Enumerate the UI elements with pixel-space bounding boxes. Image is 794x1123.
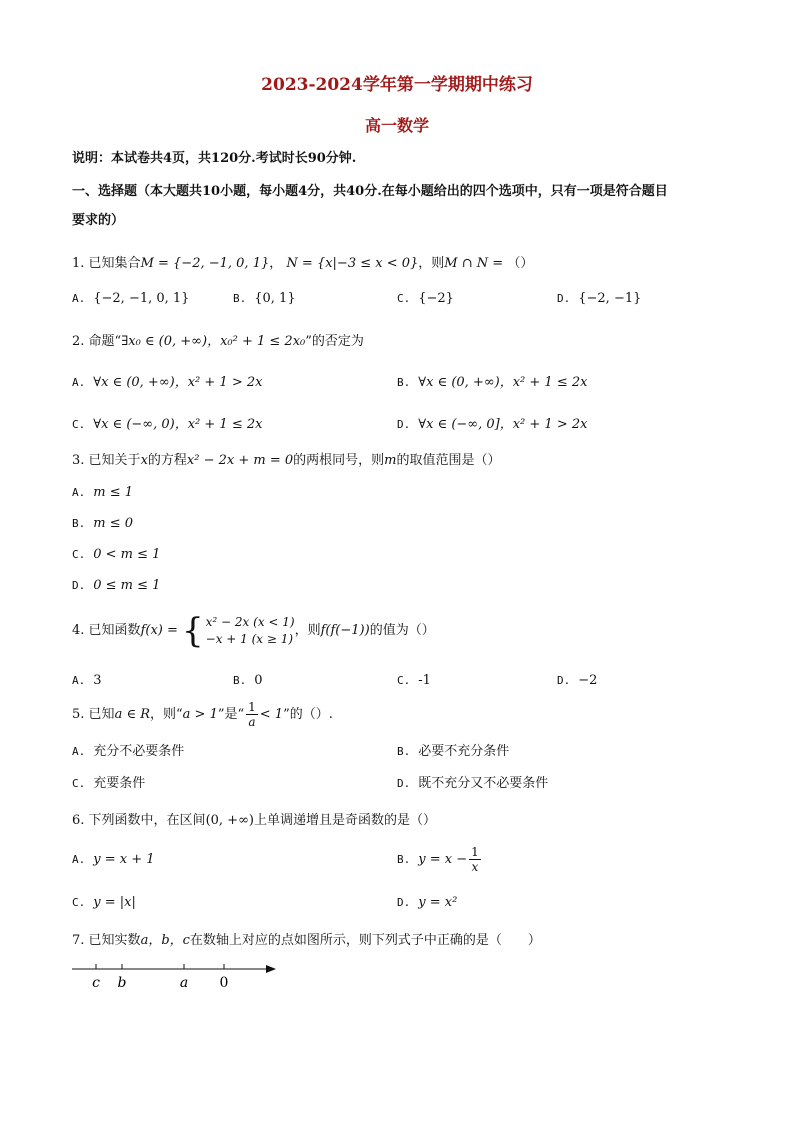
option-c: [72, 416, 262, 434]
label-a: a: [179, 975, 189, 991]
question-text: ，则: [294, 623, 321, 638]
question-5-stem: [72, 700, 333, 730]
question-text: （）: [507, 256, 534, 271]
option-b: [72, 515, 133, 533]
option-label: B.: [72, 517, 86, 530]
option-d: [557, 290, 641, 308]
question-text: 已知集合: [88, 256, 141, 271]
question-text: 的取值范围是（）: [396, 453, 501, 468]
option-a: [72, 672, 102, 690]
option-label: A.: [72, 853, 86, 866]
question-3-stem: [72, 452, 501, 470]
option-text: y = x + 1: [93, 852, 155, 867]
question-text: 的值为（）: [369, 623, 435, 638]
option-b: [397, 374, 587, 392]
option-a: [72, 374, 262, 392]
question-text: 在数轴上对应的点如图所示，则下列式子中正确的是（ ）: [189, 933, 541, 948]
question-text: 下列函数中，在区间: [88, 813, 206, 828]
option-c: [72, 546, 160, 564]
option-c: [72, 894, 136, 912]
question-text: ，则: [418, 256, 445, 271]
number-line-arrow: [266, 965, 276, 973]
option-text: 3: [93, 673, 102, 688]
option-text: 0 < m ≤ 1: [93, 547, 161, 562]
option-d: [397, 894, 457, 912]
instructions: 说明：本试卷共4页，共120分.考试时长90分钟.: [72, 151, 357, 166]
question-number: 6.: [72, 813, 85, 828]
option-text: 必要不充分条件: [418, 744, 510, 759]
question-number: 1.: [72, 256, 85, 271]
question-text: ”的否定为: [305, 334, 364, 349]
option-a: [72, 743, 184, 761]
math-vars: a，b，c: [140, 933, 190, 948]
math-p: a > 1: [182, 707, 218, 722]
label-zero: 0: [219, 975, 229, 991]
question-4-stem: [72, 611, 435, 651]
fraction: [246, 700, 258, 729]
math-var: x: [140, 453, 148, 468]
option-text: y = x −: [418, 852, 468, 867]
option-text: {−2}: [418, 291, 454, 306]
option-label: C.: [72, 896, 86, 909]
fraction-denominator: a: [248, 715, 256, 729]
option-text: −2: [578, 673, 598, 688]
math-var: m: [384, 453, 397, 468]
question-1-stem: [72, 255, 533, 273]
option-text: ∀x ∈ (−∞, 0]，x² + 1 > 2x: [418, 417, 588, 432]
math-set-n: N = {x|−3 ≤ x < 0}: [286, 256, 419, 271]
question-text: ，: [269, 256, 283, 271]
option-label: D.: [557, 674, 571, 687]
option-text: y = |x|: [93, 895, 136, 910]
piecewise-function: [182, 610, 295, 651]
option-d: [397, 416, 587, 434]
math-interval: (0, +∞): [205, 813, 254, 828]
piece-case-2: −x + 1 (x ≥ 1): [205, 631, 294, 646]
label-b: b: [117, 975, 127, 991]
question-text: ，则“: [150, 707, 183, 722]
option-text: ∀x ∈ (0, +∞)，x² + 1 ≤ 2x: [418, 375, 588, 390]
question-7-stem: [72, 932, 541, 950]
question-6-stem: [72, 812, 436, 830]
option-text: {−2, −1}: [578, 291, 642, 306]
option-label: C.: [72, 548, 86, 561]
option-text: m ≤ 1: [93, 485, 134, 500]
option-text: {0, 1}: [254, 291, 296, 306]
option-c: [72, 775, 145, 793]
left-brace: {: [182, 610, 204, 651]
question-number: 3.: [72, 453, 85, 468]
question-text: ”的（）.: [283, 707, 333, 722]
question-number: 5.: [72, 707, 85, 722]
question-text: 上单调递增且是奇函数的是（）: [253, 813, 436, 828]
option-text: y = x²: [418, 895, 458, 910]
option-label: D.: [557, 292, 571, 305]
option-label: A.: [72, 376, 86, 389]
label-c: c: [92, 975, 100, 991]
math-q-tail: < 1: [259, 707, 284, 722]
option-d: [557, 672, 597, 690]
option-d: [397, 775, 548, 793]
math-composition: f(f(−1)): [320, 623, 370, 638]
math-intersection: M ∩ N =: [444, 256, 504, 271]
fraction-numerator: 1: [471, 845, 479, 859]
option-b: [233, 672, 263, 690]
option-text: 0 ≤ m ≤ 1: [93, 578, 161, 593]
question-2-stem: [72, 333, 364, 351]
fraction-numerator: 1: [248, 700, 256, 714]
option-c: [397, 290, 454, 308]
option-text: 充要条件: [93, 776, 146, 791]
question-text: ”是“: [217, 707, 245, 722]
option-c: [397, 672, 431, 690]
question-text: 的方程: [147, 453, 187, 468]
question-text: 的两根同号，则: [293, 453, 385, 468]
option-a: [72, 484, 133, 502]
option-text: -1: [418, 673, 431, 688]
question-number: 4.: [72, 623, 85, 638]
section-heading-line2: 要求的）: [72, 213, 125, 228]
question-number: 7.: [72, 933, 85, 948]
question-text: 已知关于: [88, 453, 141, 468]
question-number: 2.: [72, 334, 85, 349]
math-set-m: M = {−2, −1, 0, 1}: [140, 256, 270, 271]
option-label: A.: [72, 486, 86, 499]
option-label: B.: [233, 674, 247, 687]
fraction-denominator: x: [471, 860, 479, 874]
option-label: C.: [397, 674, 411, 687]
option-b: [397, 845, 483, 875]
option-label: C.: [72, 777, 86, 790]
section-heading-line1: 一、选择题（本大题共10小题，每小题4分，共40分.在每小题给出的四个选项中，只有一项是符合题目: [72, 184, 668, 199]
option-b: [233, 290, 296, 308]
option-label: A.: [72, 292, 86, 305]
option-text: {−2, −1, 0, 1}: [93, 291, 190, 306]
math-equation: x² − 2x + m = 0: [186, 453, 294, 468]
option-label: D.: [397, 896, 411, 909]
exam-title: 2023-2024学年第一学期期中练习: [261, 75, 533, 95]
option-text: ∀x ∈ (−∞, 0)，x² + 1 ≤ 2x: [93, 417, 263, 432]
option-text: ∀x ∈ (0, +∞)，x² + 1 > 2x: [93, 375, 263, 390]
option-text: m ≤ 0: [93, 516, 134, 531]
option-d: [72, 577, 160, 595]
option-label: D.: [397, 418, 411, 431]
option-label: B.: [233, 292, 247, 305]
option-label: C.: [72, 418, 86, 431]
piece-case-1: x² − 2x (x < 1): [205, 614, 295, 629]
option-label: B.: [397, 745, 411, 758]
option-label: B.: [397, 376, 411, 389]
option-text: 充分不必要条件: [93, 744, 185, 759]
exam-subtitle: 高一数学: [364, 116, 429, 135]
option-label: D.: [397, 777, 411, 790]
option-label: A.: [72, 745, 86, 758]
option-text: 0: [254, 673, 263, 688]
question-text: 已知函数: [88, 623, 141, 638]
option-label: A.: [72, 674, 86, 687]
math-function: f(x) =: [140, 623, 178, 638]
option-a: [72, 851, 155, 869]
option-b: [397, 743, 509, 761]
math-proposition: ∃x₀ ∈ (0, +∞)，x₀² + 1 ≤ 2x₀: [121, 334, 306, 349]
option-text: 既不充分又不必要条件: [418, 776, 549, 791]
question-text: 已知实数: [88, 933, 141, 948]
option-label: B.: [397, 853, 411, 866]
question-text: 命题“: [88, 334, 122, 349]
question-text: 已知: [88, 707, 115, 722]
number-line-figure: [70, 960, 290, 1000]
fraction: [469, 845, 481, 874]
option-label: D.: [72, 579, 86, 592]
math-condition: a ∈ R: [114, 707, 150, 722]
option-a: [72, 290, 189, 308]
option-label: C.: [397, 292, 411, 305]
